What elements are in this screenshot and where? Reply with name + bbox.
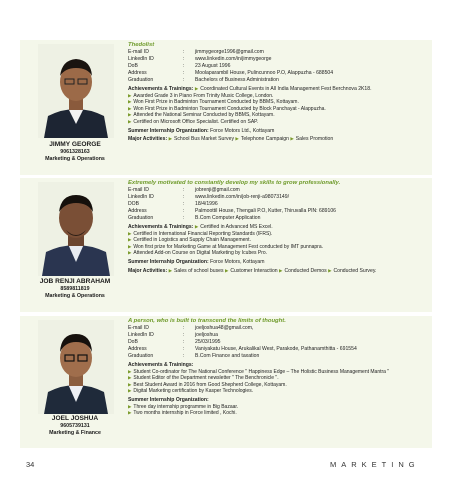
major-activities-label: Major Activities: [128, 267, 168, 274]
field-row: Graduation : B.Com Computer Application [128, 215, 430, 222]
field-row: DoB : 25/03/1995 [128, 339, 430, 346]
field-label: DoB [128, 339, 138, 345]
arrow-icon: ▶ [128, 250, 132, 256]
activity-item: Conducted Survey. [333, 267, 377, 274]
activity-item: Customer Interaction [230, 267, 278, 274]
achievement-item: Certified in International Financial Reporting Standards (IFRS). [133, 230, 273, 237]
field-row: LinkedIn ID : joeljoshua [128, 332, 430, 339]
major-activities-row [128, 136, 430, 143]
section-label: MARKETING [330, 460, 420, 469]
profile-name: JOEL JOSHUA [51, 415, 99, 422]
field-row: LinkedIn ID : www.linkedin.com/in/job-renji-a98073149/ [128, 194, 430, 201]
achievement-item-row [128, 231, 430, 238]
profile-photo-area [20, 40, 121, 175]
arrow-icon: ▶ [128, 230, 132, 236]
profile-photo [38, 320, 114, 414]
field-value: Palmoottil House, Thengali P.O, Kutter, Thiruvalla PIN: 689106 [195, 208, 337, 214]
achievement-item: Student Co-ordinator for The National Conference " Happiness Edge – The Holistic Business Management Mantra " [133, 368, 390, 375]
arrow-icon: ▶ [328, 267, 332, 273]
arrow-icon: ▶ [194, 224, 199, 229]
internship-label: Summer Internship Organization: [128, 258, 209, 265]
field-row: LinkedIn ID : www.linkedin.com/in/jimmygeorge [128, 56, 430, 63]
arrow-icon: ▶ [128, 92, 132, 98]
arrow-icon: ▶ [128, 112, 132, 118]
arrow-icon: ▶ [224, 267, 229, 273]
internship-label: Summer Internship Organization: [128, 396, 209, 403]
arrow-icon: ▶ [128, 381, 132, 387]
achievement-item-row [128, 382, 430, 389]
field-row: Graduation : B.Com Finance and taxation [128, 353, 430, 360]
profile-phone: 9605739131 [60, 423, 90, 429]
field-value: 25/03/1995 [195, 339, 221, 345]
achievement-item: Attended the National Seminar Conducted by BBMS, Kottayam. [133, 112, 275, 119]
internship-item: Three day internship programme in Big Bazaar. [133, 403, 239, 410]
field-label: E-mail ID [128, 187, 149, 193]
field-label: E-mail ID [128, 49, 149, 55]
profile-details [128, 318, 430, 417]
internship-value: Force Motors, Kottayam [210, 258, 265, 265]
achievement-item: Attended Add-on Course on Digital Marketing by Icubes Pro. [133, 250, 268, 257]
internship-item-row [128, 410, 430, 417]
arrow-icon: ▶ [128, 368, 132, 374]
profile-photo-area [20, 316, 121, 448]
major-activities-label: Major Activities: [128, 136, 168, 143]
field-row: Graduation : Bachelors of Business Administration [128, 77, 430, 84]
field-value: 18/4/1996 [195, 201, 218, 207]
achievement-item: Certified in Advanced MS Excel. [200, 224, 273, 230]
profile-photo [38, 44, 114, 138]
person-portrait-image [38, 320, 114, 414]
field-value: B.Com Computer Application [195, 215, 261, 221]
achievement-item-row [128, 388, 430, 395]
field-label: Address [128, 208, 147, 214]
achievement-item-row [128, 244, 430, 251]
field-label: Graduation [128, 353, 154, 359]
field-value: jimmygeorge1996@gmail.com [195, 49, 264, 55]
arrow-icon: ▶ [168, 136, 172, 142]
internship-item: Two months internship in Force limited , Kochi. [133, 410, 237, 417]
field-label: LinkedIn ID [128, 56, 154, 62]
field-label: Address [128, 70, 147, 76]
achievement-item-row [128, 237, 430, 244]
arrow-icon: ▶ [128, 237, 132, 243]
field-label: LinkedIn ID [128, 332, 154, 338]
arrow-icon: ▶ [128, 243, 132, 249]
arrow-icon: ▶ [128, 105, 132, 111]
internship-item-row [128, 404, 430, 411]
field-row: Address : Palmoottil House, Thengali P.O, Kutter, Thiruvalla PIN: 689106 [128, 208, 430, 215]
arrow-icon: ▶ [128, 99, 132, 105]
profile-name: JIMMY GEORGE [49, 141, 101, 148]
achievement-item-row [128, 375, 430, 382]
internship-label: Summer Internship Organization: [128, 127, 209, 134]
arrow-icon: ▶ [128, 375, 132, 381]
profile-tagline: Extremely motivated to constantly develop my skills to grow professionally. [128, 180, 341, 186]
achievement-item: Won First Prize in Badminton Tournament Conducted by BBMS, Kottayam. [133, 99, 299, 106]
internship-row [128, 259, 430, 266]
field-value: jobrenji@gmail.com [195, 187, 240, 193]
profile-name: JOB RENJI ABRAHAM [39, 278, 111, 285]
activity-item: Telephone Campaign [240, 136, 289, 143]
profile-role: Marketing & Finance [49, 430, 101, 436]
page-number: 34 [26, 460, 35, 469]
arrow-icon: ▶ [128, 403, 132, 409]
field-label: DOB [128, 201, 140, 207]
achievement-item: Certified on Microsoft Office Specialist. Certified on SAP. [133, 118, 259, 125]
field-row: Address : Moolaparambil House, Pulincunnoo P.O, Alappuzha - 688504 [128, 70, 430, 77]
profile-photo [38, 182, 114, 276]
profile-card-jimmy-george [20, 40, 432, 175]
major-activities-row [128, 268, 430, 275]
profile-details [128, 180, 430, 274]
activity-item: Sales Promotion [295, 136, 334, 143]
field-row: Address : Vaniyakatu House, Arukalikal West, Parakode, Pathanamthitta - 691554 [128, 346, 430, 353]
field-label: DoB [128, 63, 138, 69]
person-portrait-image [38, 182, 114, 276]
field-value: Moolaparambil House, Pulincunnoo P.O, Alappuzha - 688504 [195, 70, 334, 76]
field-label: Graduation [128, 215, 154, 221]
achievement-item-row [128, 93, 430, 100]
achievements-heading-row [128, 224, 430, 231]
achievement-item-row [128, 106, 430, 113]
arrow-icon: ▶ [290, 136, 294, 142]
arrow-icon: ▶ [128, 410, 132, 416]
profile-card-job-renji-abraham [20, 178, 432, 312]
field-value: www.linkedin.com/in/jimmygeorge [195, 56, 272, 62]
achievement-item: Awarded Grade 3 in Piano From Trinity Music College, London. [133, 92, 274, 99]
field-row: E-mail ID : jobrenji@gmail.com [128, 187, 430, 194]
activity-item: Conducted Demos [284, 267, 327, 274]
achievement-item: Best Student Award in 2016 from Good Shepherd College, Kottayam. [133, 381, 287, 388]
arrow-icon: ▶ [235, 136, 239, 142]
field-value: Vaniyakatu House, Arukalikal West, Parakode, Pathanamthitta - 691554 [195, 346, 357, 352]
achievement-item-row [128, 99, 430, 106]
achievement-item-row [128, 119, 430, 126]
arrow-icon: ▶ [279, 267, 283, 273]
achievements-label: Achievements & Trainings: [128, 86, 194, 92]
field-value: joeljoshua48@gmail.com, [195, 325, 254, 331]
field-row: DOB : 18/4/1996 [128, 201, 430, 208]
achievements-label: Achievements & Trainings: [128, 362, 194, 368]
arrow-icon: ▶ [168, 267, 172, 273]
arrow-icon: ▶ [194, 86, 199, 91]
achievements-heading-row [128, 86, 430, 93]
field-row: DoB : 23 August 1996 [128, 63, 430, 70]
field-label: Address [128, 346, 147, 352]
achievement-item-row [128, 112, 430, 119]
achievement-item-row [128, 250, 430, 257]
arrow-icon: ▶ [128, 388, 132, 394]
field-label: E-mail ID [128, 325, 149, 331]
profile-role: Marketing & Operations [45, 293, 105, 299]
activity-item: Sales of school buses [173, 267, 224, 274]
field-row: E-mail ID : joeljoshua48@gmail.com, [128, 325, 430, 332]
achievement-item: Certified in Logistics and Supply Chain Management. [133, 237, 251, 244]
field-value: Bachelors of Business Administration [195, 77, 279, 83]
achievement-item: Won first prize for Marketing Game at Management Fest conducted by IMT punnapra. [133, 243, 324, 250]
field-value: joeljoshua [195, 332, 218, 338]
profile-phone: 9061328163 [60, 149, 90, 155]
person-portrait-image [38, 44, 114, 138]
achievement-item: Won First Prize in Badminton Tournament Conducted by Block Panchayat - Alappuzha. [133, 105, 326, 112]
profile-photo-area [20, 178, 121, 312]
profile-role: Marketing & Operations [45, 156, 105, 162]
achievements-label: Achievements & Trainings: [128, 224, 194, 230]
internship-value: Force Motors Ltd., Kottayam [210, 127, 275, 134]
profile-details [128, 42, 430, 143]
achievement-item: Student Editor of the Department newsletter " The Benchronicle ". [133, 375, 279, 382]
field-value: www.linkedin.com/in/job-renji-a98073149/ [195, 194, 290, 200]
activity-item: School Bus Market Survey [173, 136, 234, 143]
internship-row [128, 397, 430, 404]
arrow-icon: ▶ [128, 118, 132, 124]
field-value: 23 August 1996 [195, 63, 231, 69]
profile-card-joel-joshua [20, 316, 432, 448]
field-label: LinkedIn ID [128, 194, 154, 200]
achievement-item: Digital Marketing certification by Kasper Technologies. [133, 388, 254, 395]
field-value: B.Com Finance and taxation [195, 353, 260, 359]
achievement-item: Coordinated Cultural Events in All India Management Fest Berchnova 2K18. [200, 86, 372, 92]
achievement-item-row [128, 369, 430, 376]
field-label: Graduation [128, 77, 154, 83]
profile-phone: 8589811819 [60, 286, 90, 292]
profile-tagline: Thedolist [128, 42, 155, 48]
field-row: E-mail ID : jimmygeorge1996@gmail.com [128, 49, 430, 56]
profile-tagline: A person, who is built to transcend the limits of thought. [128, 318, 286, 324]
internship-row [128, 128, 430, 135]
achievements-heading-row [128, 362, 430, 369]
